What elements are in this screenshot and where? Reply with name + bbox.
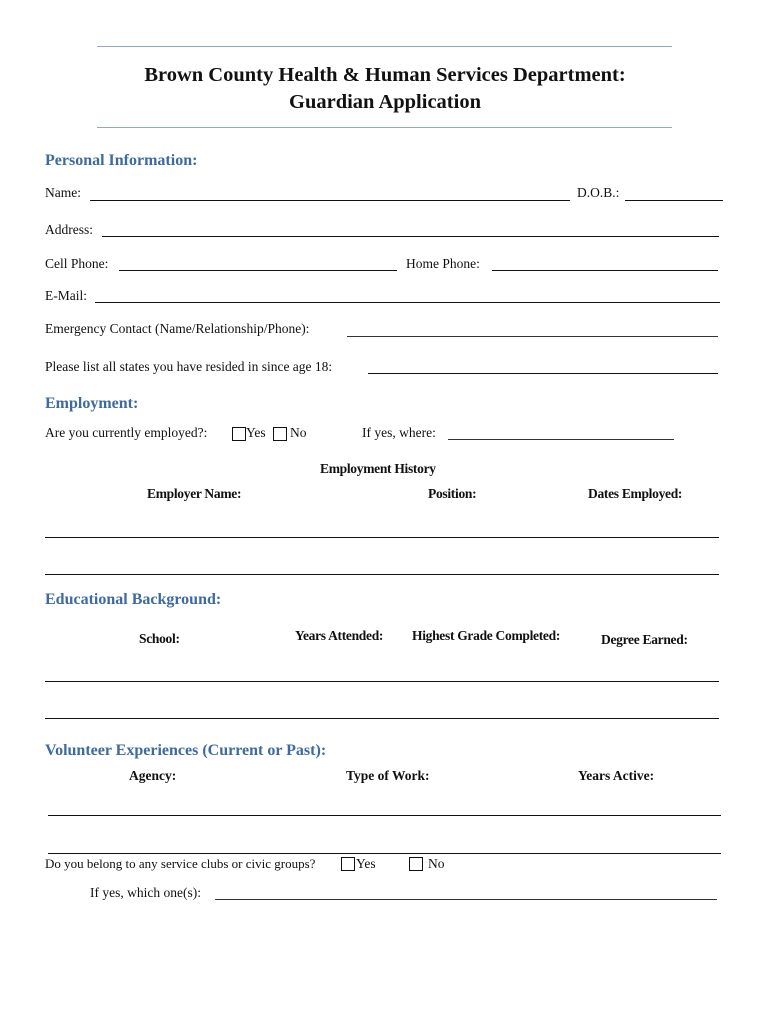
employed-no-label: No bbox=[290, 425, 307, 440]
years-attended-column: Years Attended: bbox=[295, 628, 384, 643]
position-column: Position: bbox=[428, 486, 477, 501]
email-label: E-Mail: bbox=[45, 288, 87, 303]
employer-name-column: Employer Name: bbox=[147, 486, 242, 501]
education-heading: Educational Background: bbox=[45, 591, 222, 608]
employed-where-label: If yes, where: bbox=[362, 425, 436, 440]
dob-field[interactable] bbox=[625, 200, 723, 201]
employed-question: Are you currently employed?: bbox=[45, 425, 208, 440]
home-phone-label: Home Phone: bbox=[406, 256, 480, 271]
states-label: Please list all states you have resided in since age 18: bbox=[45, 359, 333, 374]
clubs-which-field[interactable] bbox=[215, 899, 717, 900]
employed-no-checkbox[interactable] bbox=[273, 427, 287, 441]
employed-yes-checkbox[interactable] bbox=[232, 427, 246, 441]
employed-yes-label: Yes bbox=[246, 425, 266, 440]
personal-info-heading: Personal Information: bbox=[45, 152, 198, 169]
clubs-yes-checkbox[interactable] bbox=[341, 857, 355, 871]
type-of-work-column: Type of Work: bbox=[346, 768, 430, 783]
employment-row-line[interactable] bbox=[45, 574, 719, 575]
address-label: Address: bbox=[45, 222, 93, 237]
clubs-yes-label: Yes bbox=[356, 856, 376, 871]
education-row-line[interactable] bbox=[45, 718, 719, 719]
highest-grade-column: Highest Grade Completed: bbox=[412, 628, 561, 643]
dates-employed-column: Dates Employed: bbox=[588, 486, 683, 501]
employment-row-line[interactable] bbox=[45, 537, 719, 538]
education-row-line[interactable] bbox=[45, 681, 719, 682]
page-title-line2: Guardian Application bbox=[289, 91, 481, 113]
cell-phone-label: Cell Phone: bbox=[45, 256, 109, 271]
states-field[interactable] bbox=[368, 373, 718, 374]
emergency-contact-label: Emergency Contact (Name/Relationship/Phone): bbox=[45, 321, 310, 336]
clubs-which-label: If yes, which one(s): bbox=[90, 885, 201, 900]
school-column: School: bbox=[139, 631, 180, 646]
header-top-rule bbox=[97, 46, 672, 47]
employment-history-title: Employment History bbox=[320, 461, 436, 476]
volunteer-heading: Volunteer Experiences (Current or Past): bbox=[45, 742, 327, 759]
address-field[interactable] bbox=[102, 236, 719, 237]
email-field[interactable] bbox=[95, 302, 720, 303]
years-active-column: Years Active: bbox=[578, 768, 655, 783]
name-label: Name: bbox=[45, 185, 81, 200]
clubs-no-label: No bbox=[428, 856, 445, 871]
cell-phone-field[interactable] bbox=[119, 270, 397, 271]
header-bottom-rule bbox=[97, 127, 672, 128]
volunteer-row-line[interactable] bbox=[48, 853, 721, 854]
clubs-question: Do you belong to any service clubs or civic groups? bbox=[45, 856, 316, 871]
volunteer-row-line[interactable] bbox=[48, 815, 721, 816]
clubs-no-checkbox[interactable] bbox=[409, 857, 423, 871]
employment-heading: Employment: bbox=[45, 395, 139, 412]
degree-earned-column: Degree Earned: bbox=[601, 632, 688, 647]
emergency-contact-field[interactable] bbox=[347, 336, 718, 337]
name-field[interactable] bbox=[90, 200, 570, 201]
agency-column: Agency: bbox=[129, 768, 177, 783]
dob-label: D.O.B.: bbox=[577, 185, 620, 200]
employed-where-field[interactable] bbox=[448, 439, 674, 440]
page-title-line1: Brown County Health & Human Services Department: bbox=[144, 64, 626, 86]
home-phone-field[interactable] bbox=[492, 270, 718, 271]
